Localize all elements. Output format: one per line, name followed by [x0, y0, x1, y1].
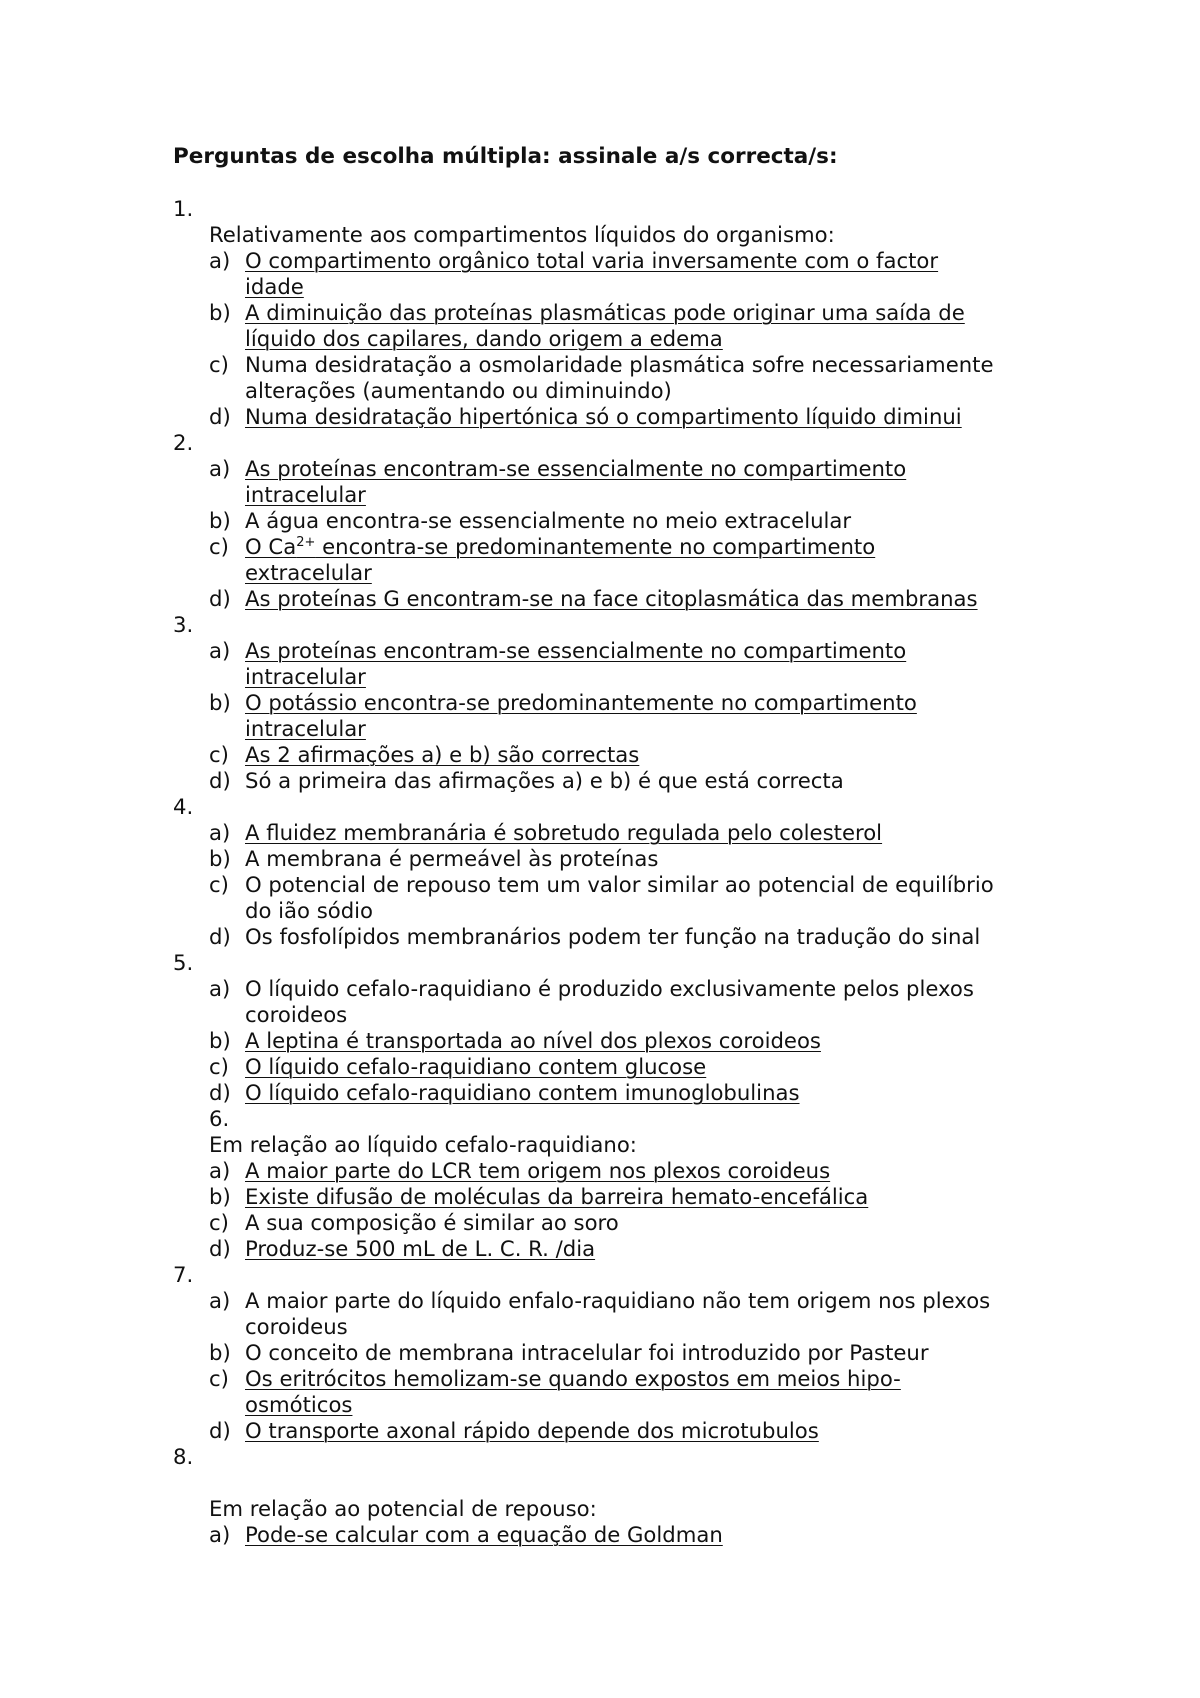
question-8-number: 8.	[173, 1444, 194, 1469]
question-7-option-a	[173, 1288, 1053, 1314]
option-label: d)	[209, 924, 231, 949]
question-7-option-c	[173, 1366, 1053, 1392]
option-label: c)	[209, 742, 229, 767]
question-5-option-c	[173, 1054, 1053, 1080]
option-text: Pode-se calcular com a equação de Goldman	[245, 1522, 723, 1547]
page-title: Perguntas de escolha múltipla: assinale a/s correcta/s:	[173, 144, 838, 169]
question-5-option-a-continued	[173, 1002, 1053, 1028]
option-text: osmóticos	[245, 1392, 353, 1417]
option-label: c)	[209, 534, 229, 559]
question-3-option-b	[173, 690, 1053, 716]
option-label: d)	[209, 1418, 231, 1443]
option-text: Os fosfolípidos membranários podem ter função na tradução do sinal	[245, 924, 981, 949]
option-text: Os eritrócitos hemolizam-se quando expostos em meios hipo-	[245, 1366, 901, 1391]
question-2-option-b	[173, 508, 1053, 534]
option-label: a)	[209, 976, 231, 1001]
option-text: O transporte axonal rápido depende dos microtubulos	[245, 1418, 819, 1443]
option-label: d)	[209, 404, 231, 429]
question-3-option-a	[173, 638, 1053, 664]
question-4-option-b	[173, 846, 1053, 872]
option-text: Numa desidratação hipertónica só o compartimento líquido diminui	[245, 404, 962, 429]
question-2-option-c	[173, 534, 1053, 560]
question-1-number: 1.	[173, 196, 194, 221]
option-label: d)	[209, 586, 231, 611]
option-label: b)	[209, 690, 231, 715]
question-2-option-d	[173, 586, 1053, 612]
question-2-option-a-continued	[173, 482, 1053, 508]
option-label: a)	[209, 1288, 231, 1313]
option-text: A fluidez membranária é sobretudo regulada pelo colesterol	[245, 820, 883, 845]
question-7-option-c-continued	[173, 1392, 1053, 1418]
question-6-option-b	[173, 1184, 1053, 1210]
option-text: intracelular	[245, 482, 366, 507]
option-text: As proteínas encontram-se essencialmente no compartimento	[245, 638, 907, 663]
option-text: do ião sódio	[245, 898, 374, 923]
question-6-option-c	[173, 1210, 1053, 1236]
option-label: b)	[209, 1028, 231, 1053]
superscript: 2+	[296, 535, 316, 550]
question-6-intro: Em relação ao líquido cefalo-raquidiano:	[209, 1132, 637, 1157]
question-1-option-d	[173, 404, 1053, 430]
question-4-option-a	[173, 820, 1053, 846]
option-text: idade	[245, 274, 304, 299]
option-text: O conceito de membrana intracelular foi introduzido por Pasteur	[245, 1340, 929, 1365]
option-text: As proteínas G encontram-se na face citoplasmática das membranas	[245, 586, 978, 611]
option-text: O compartimento orgânico total varia inversamente com o factor	[245, 248, 939, 273]
option-text: O líquido cefalo-raquidiano contem imunoglobulinas	[245, 1080, 800, 1105]
question-1-option-a	[173, 248, 1053, 274]
question-6-number: 6.	[209, 1106, 230, 1131]
question-3-option-b-continued	[173, 716, 1053, 742]
option-label: b)	[209, 846, 231, 871]
question-7-option-d	[173, 1418, 1053, 1444]
option-label: d)	[209, 1236, 231, 1261]
question-3-option-c	[173, 742, 1053, 768]
option-text: O potássio encontra-se predominantemente no compartimento	[245, 690, 917, 715]
option-text: O potencial de repouso tem um valor similar ao potencial de equilíbrio	[245, 872, 994, 897]
question-4-option-c-continued	[173, 898, 1053, 924]
question-7-number: 7.	[173, 1262, 194, 1287]
question-4-option-c	[173, 872, 1053, 898]
option-label: b)	[209, 1340, 231, 1365]
option-text: Produz-se 500 mL de L. C. R. /dia	[245, 1236, 596, 1261]
option-label: a)	[209, 1158, 231, 1183]
option-text: Só a primeira das afirmações a) e b) é que está correcta	[245, 768, 844, 793]
option-text: O líquido cefalo-raquidiano contem glucose	[245, 1054, 707, 1079]
question-3-option-a-continued	[173, 664, 1053, 690]
option-label: d)	[209, 768, 231, 793]
question-2-option-c-continued	[173, 560, 1053, 586]
option-text	[245, 534, 875, 559]
option-text: extracelular	[245, 560, 372, 585]
option-label: b)	[209, 300, 231, 325]
option-label: d)	[209, 1080, 231, 1105]
option-label: c)	[209, 872, 229, 897]
question-7-option-a-continued	[173, 1314, 1053, 1340]
option-text: A diminuição das proteínas plasmáticas pode originar uma saída de	[245, 300, 965, 325]
option-text: alterações (aumentando ou diminuindo)	[245, 378, 672, 403]
option-text: coroideus	[245, 1314, 348, 1339]
option-text: A membrana é permeável às proteínas	[245, 846, 659, 871]
question-5-option-a	[173, 976, 1053, 1002]
option-label: a)	[209, 456, 231, 481]
question-1-option-a-continued	[173, 274, 1053, 300]
question-6-option-d	[173, 1236, 1053, 1262]
question-8-intro: Em relação ao potencial de repouso:	[209, 1496, 597, 1521]
option-text: intracelular	[245, 664, 366, 689]
option-label: c)	[209, 1210, 229, 1235]
option-text: A maior parte do líquido enfalo-raquidiano não tem origem nos plexos	[245, 1288, 991, 1313]
option-label: a)	[209, 820, 231, 845]
question-5-option-b	[173, 1028, 1053, 1054]
option-text: Numa desidratação a osmolaridade plasmática sofre necessariamente	[245, 352, 994, 377]
option-text: A água encontra-se essencialmente no meio extracelular	[245, 508, 852, 533]
option-text-pre: O Ca	[245, 534, 297, 559]
question-5-option-d	[173, 1080, 1053, 1106]
question-3-option-d	[173, 768, 1053, 794]
option-label: b)	[209, 508, 231, 533]
option-label: c)	[209, 1054, 229, 1079]
question-4-number: 4.	[173, 794, 194, 819]
question-list	[173, 196, 1053, 1548]
question-6-option-a	[173, 1158, 1053, 1184]
option-label: a)	[209, 248, 231, 273]
option-text: líquido dos capilares, dando origem a edema	[245, 326, 723, 351]
option-text: coroideos	[245, 1002, 348, 1027]
question-3-number: 3.	[173, 612, 194, 637]
option-label: a)	[209, 638, 231, 663]
option-text: A sua composição é similar ao soro	[245, 1210, 619, 1235]
option-text: A maior parte do LCR tem origem nos plexos coroideus	[245, 1158, 831, 1183]
option-text: intracelular	[245, 716, 366, 741]
question-4-option-d	[173, 924, 1053, 950]
blank-line	[173, 1470, 1053, 1496]
question-8-option-a	[173, 1522, 1053, 1548]
option-text: O líquido cefalo-raquidiano é produzido exclusivamente pelos plexos	[245, 976, 974, 1001]
option-label: c)	[209, 352, 229, 377]
option-label: b)	[209, 1184, 231, 1209]
question-1-option-b	[173, 300, 1053, 326]
question-1-option-c-continued	[173, 378, 1053, 404]
option-label: a)	[209, 1522, 231, 1547]
question-2-number: 2.	[173, 430, 194, 455]
question-7-option-b	[173, 1340, 1053, 1366]
question-5-number: 5.	[173, 950, 194, 975]
question-1-option-c	[173, 352, 1053, 378]
question-1-intro: Relativamente aos compartimentos líquidos do organismo:	[209, 222, 835, 247]
option-text: A leptina é transportada ao nível dos plexos coroideos	[245, 1028, 821, 1053]
option-label: c)	[209, 1366, 229, 1391]
option-text: As 2 afirmações a) e b) são correctas	[245, 742, 640, 767]
question-2-option-a	[173, 456, 1053, 482]
question-1-option-b-continued	[173, 326, 1053, 352]
option-text: Existe difusão de moléculas da barreira hemato-encefálica	[245, 1184, 869, 1209]
option-text-post: encontra-se predominantemente no compartimento	[315, 534, 876, 559]
option-text: As proteínas encontram-se essencialmente no compartimento	[245, 456, 907, 481]
